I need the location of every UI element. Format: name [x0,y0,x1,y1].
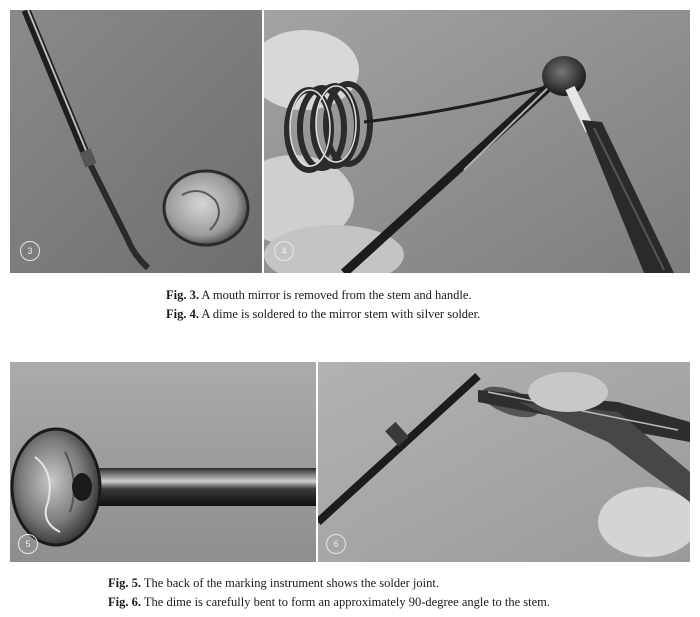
figure-5-photo [10,362,316,562]
figure-4-number: 4 [274,241,294,261]
figure-6-photo [318,362,690,562]
figure-6-number: 6 [326,534,346,554]
figure-6-label: Fig. 6. [108,595,141,609]
figure-3-label: Fig. 3. [166,288,199,302]
figure-3-text: A mouth mirror is removed from the stem and handle. [201,288,472,302]
figure-4-label: Fig. 4. [166,307,199,321]
figure-4-photo [264,10,690,273]
figure-4-text: A dime is soldered to the mirror stem with silver solder. [201,307,481,321]
figure-5-text: The back of the marking instrument shows the solder joint. [143,576,439,590]
captions-5-6 [108,574,550,612]
figure-5-caption [108,574,550,593]
figure-3-photo [10,10,262,273]
captions-3-4 [166,286,480,324]
figure-3-number: 3 [20,241,40,261]
figure-5-number: 5 [18,534,38,554]
figure-6-text: The dime is carefully bent to form an approximately 90-degree angle to the stem. [143,595,551,609]
figure-5-label: Fig. 5. [108,576,141,590]
figure-3-caption [166,286,480,305]
figure-4-caption [166,305,480,324]
figure-6-caption [108,593,550,612]
